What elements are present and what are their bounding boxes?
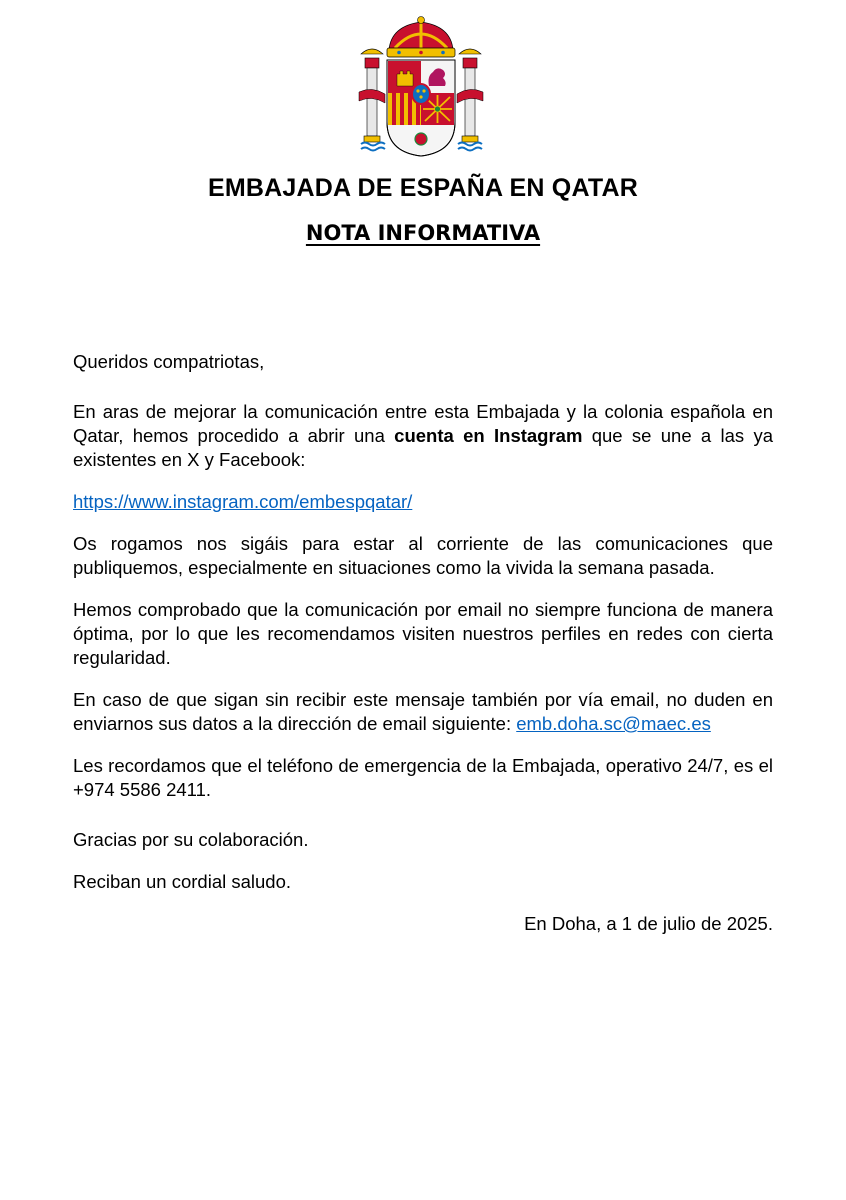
instagram-link-line xyxy=(73,490,773,514)
paragraph-text-after: que se une a las ya existentes en X y Facebook: xyxy=(73,425,774,470)
paragraph-send-data xyxy=(73,688,773,736)
note-title: NOTA INFORMATIVA xyxy=(305,221,541,245)
shield-icon xyxy=(387,60,455,156)
paragraph-instagram-announcement xyxy=(73,400,773,472)
paragraph-follow-request: Os rogamos nos sigáis para estar al corriente de las comunicaciones que publiquemos, especialmente en situaciones como la vivida la semana pasada. xyxy=(73,533,773,578)
date-line: En Doha, a 1 de julio de 2025. xyxy=(524,913,773,934)
instagram-link[interactable]: https://www.instagram.com/embespqatar/ xyxy=(73,491,413,512)
greeting: Queridos compatriotas, xyxy=(73,351,265,372)
left-pillar-icon xyxy=(359,49,385,151)
instagram-account-emphasis: cuenta en Instagram xyxy=(394,425,583,446)
right-pillar-icon xyxy=(457,49,483,151)
paragraph-emergency-phone: Les recordamos que el teléfono de emergencia de la Embajada, operativo 24/7, es el +974 5586 2411. xyxy=(73,755,773,800)
closing-line: Reciban un cordial saludo. xyxy=(73,871,292,892)
royal-crown-icon xyxy=(387,17,455,58)
email-link[interactable]: emb.doha.sc@maec.es xyxy=(516,713,711,734)
thanks-line: Gracias por su colaboración. xyxy=(73,829,309,850)
embassy-title: EMBAJADA DE ESPAÑA EN QATAR xyxy=(208,174,638,202)
paragraph-email-issues: Hemos comprobado que la comunicación por email no siempre funciona de manera óptima, por lo que les recomendamos visiten nuestros perfiles en redes con cierta regularidad. xyxy=(73,599,773,668)
paragraph-text-before: En aras de mejorar la comunicación entre esta Embajada y la colonia española en Qatar, hemos procedido a abrir una xyxy=(73,401,773,446)
send-data-text: En caso de que sigan sin recibir este mensaje también por vía email, no duden en enviarnos sus datos a la dirección de email siguiente: xyxy=(73,689,773,734)
letter-body xyxy=(73,350,773,936)
spain-coat-of-arms-icon xyxy=(355,14,487,164)
